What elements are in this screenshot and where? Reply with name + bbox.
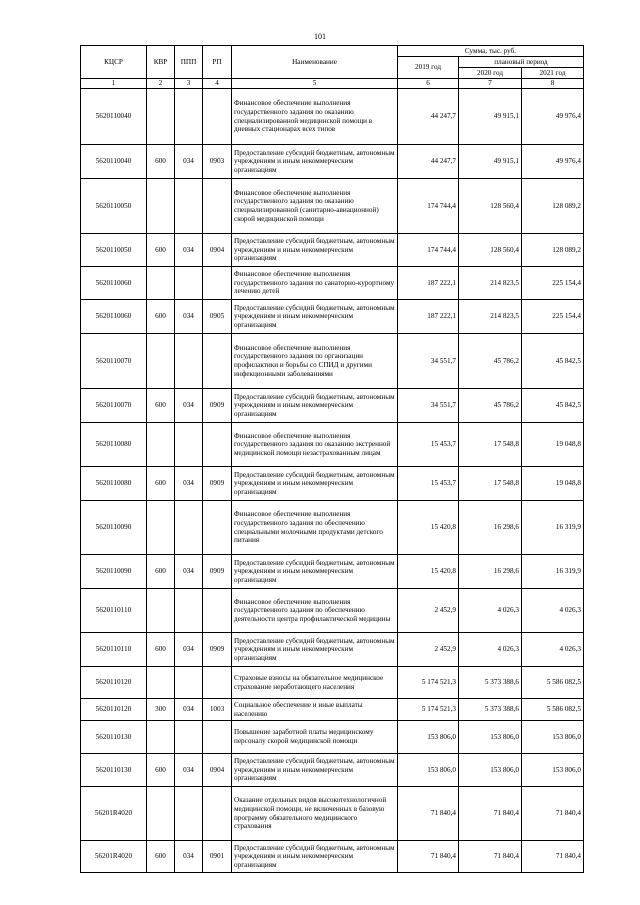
kvr-cell: [147, 787, 175, 841]
value-2019-cell: 5 174 521,3: [398, 667, 459, 699]
value-2020-cell: 153 806,0: [459, 721, 522, 754]
rp-cell: 0905: [203, 300, 232, 334]
ppp-cell: [175, 179, 203, 234]
rp-cell: [203, 501, 232, 555]
value-2019-cell: 15 420,8: [398, 555, 459, 589]
kvr-cell: [147, 667, 175, 699]
ppp-cell: [175, 423, 203, 467]
kvr-cell: [147, 589, 175, 633]
ppp-cell: [175, 667, 203, 699]
header-2020: 2020 год: [459, 68, 522, 79]
value-2020-cell: 45 786,2: [459, 334, 522, 389]
kcsr-cell: 5620110110: [81, 633, 147, 667]
value-2019-cell: 2 452,9: [398, 633, 459, 667]
value-2021-cell: 225 154,4: [522, 267, 584, 300]
kcsr-cell: 5620110090: [81, 501, 147, 555]
col-number: 6: [398, 79, 459, 89]
rp-cell: 0909: [203, 633, 232, 667]
value-2019-cell: 34 551,7: [398, 334, 459, 389]
table-row: [81, 754, 584, 787]
kvr-cell: 600: [147, 555, 175, 589]
table-row: [81, 179, 584, 234]
name-cell: Предоставление субсидий бюджетным, автономным учреждениям и иным некоммерческим организациям: [232, 841, 398, 873]
kcsr-cell: 56201R4020: [81, 841, 147, 873]
kcsr-cell: 5620110050: [81, 234, 147, 267]
kcsr-cell: 5620110080: [81, 467, 147, 501]
value-2019-cell: 153 806,0: [398, 754, 459, 787]
value-2019-cell: 187 222,1: [398, 267, 459, 300]
ppp-cell: [175, 589, 203, 633]
header-kvr: КВР: [147, 46, 175, 79]
table-row: [81, 501, 584, 555]
rp-cell: 0909: [203, 555, 232, 589]
name-cell: Предоставление субсидий бюджетным, автономным учреждениям и иным некоммерческим организациям: [232, 555, 398, 589]
value-2021-cell: 225 154,4: [522, 300, 584, 334]
table-header: [81, 46, 584, 89]
value-2020-cell: 71 840,4: [459, 841, 522, 873]
value-2019-cell: 153 806,0: [398, 721, 459, 754]
rp-cell: [203, 721, 232, 754]
table-row: [81, 633, 584, 667]
rp-cell: [203, 423, 232, 467]
table-row: [81, 667, 584, 699]
ppp-cell: 034: [175, 841, 203, 873]
value-2021-cell: 49 976,4: [522, 89, 584, 145]
table-row: [81, 234, 584, 267]
name-cell: Финансовое обеспечение выполнения государственного задания по санаторно-курортному лечению детей: [232, 267, 398, 300]
value-2019-cell: 44 247,7: [398, 89, 459, 145]
col-number: 7: [459, 79, 522, 89]
ppp-cell: 034: [175, 300, 203, 334]
table-row: [81, 300, 584, 334]
table-row: [81, 555, 584, 589]
table-row: [81, 467, 584, 501]
value-2019-cell: 71 840,4: [398, 787, 459, 841]
kvr-cell: [147, 423, 175, 467]
value-2021-cell: 16 319,9: [522, 501, 584, 555]
col-number: 2: [147, 79, 175, 89]
kvr-cell: [147, 334, 175, 389]
rp-cell: [203, 179, 232, 234]
value-2020-cell: 128 560,4: [459, 179, 522, 234]
value-2021-cell: 5 586 082,5: [522, 667, 584, 699]
value-2020-cell: 71 840,4: [459, 787, 522, 841]
rp-cell: 0909: [203, 389, 232, 423]
kcsr-cell: 5620110110: [81, 589, 147, 633]
kcsr-cell: 56201R4020: [81, 787, 147, 841]
header-rp: РП: [203, 46, 232, 79]
value-2021-cell: 153 806,0: [522, 754, 584, 787]
value-2021-cell: 16 319,9: [522, 555, 584, 589]
value-2020-cell: 4 026,3: [459, 589, 522, 633]
name-cell: Оказание отдельных видов высокотехнологичной медицинской помощи, не включенных в базовую программу обязательного медицинского страхования: [232, 787, 398, 841]
value-2021-cell: 19 048,8: [522, 467, 584, 501]
value-2019-cell: 15 453,7: [398, 467, 459, 501]
kvr-cell: [147, 89, 175, 145]
kvr-cell: 600: [147, 467, 175, 501]
ppp-cell: 034: [175, 234, 203, 267]
value-2019-cell: 174 744,4: [398, 234, 459, 267]
kcsr-cell: 5620110090: [81, 555, 147, 589]
rp-cell: [203, 667, 232, 699]
column-number-row: [81, 79, 584, 89]
rp-cell: 0909: [203, 467, 232, 501]
header-kcsr: КЦСР: [81, 46, 147, 79]
value-2021-cell: 4 026,3: [522, 589, 584, 633]
name-cell: Страховые взносы на обязательное медицинское страхование неработающего населения: [232, 667, 398, 699]
name-cell: Предоставление субсидий бюджетным, автономным учреждениям и иным некоммерческим организациям: [232, 389, 398, 423]
value-2019-cell: 71 840,4: [398, 841, 459, 873]
name-cell: Предоставление субсидий бюджетным, автономным учреждениям и иным некоммерческим организациям: [232, 145, 398, 179]
value-2021-cell: 5 586 082,5: [522, 699, 584, 721]
kcsr-cell: 5620110080: [81, 423, 147, 467]
rp-cell: [203, 267, 232, 300]
value-2021-cell: 71 840,4: [522, 841, 584, 873]
value-2021-cell: 45 842,5: [522, 334, 584, 389]
kcsr-cell: 5620110060: [81, 300, 147, 334]
kvr-cell: 600: [147, 841, 175, 873]
header-2019: 2019 год: [398, 57, 459, 79]
value-2020-cell: 5 373 388,6: [459, 667, 522, 699]
value-2019-cell: 15 420,8: [398, 501, 459, 555]
kcsr-cell: 5620110060: [81, 267, 147, 300]
ppp-cell: 034: [175, 754, 203, 787]
kvr-cell: [147, 721, 175, 754]
kvr-cell: 600: [147, 633, 175, 667]
rp-cell: [203, 334, 232, 389]
value-2020-cell: 16 298,6: [459, 501, 522, 555]
kvr-cell: [147, 267, 175, 300]
value-2020-cell: 45 786,2: [459, 389, 522, 423]
kcsr-cell: 5620110070: [81, 334, 147, 389]
value-2020-cell: 16 298,6: [459, 555, 522, 589]
ppp-cell: 034: [175, 389, 203, 423]
value-2020-cell: 4 026,3: [459, 633, 522, 667]
ppp-cell: 034: [175, 145, 203, 179]
value-2020-cell: 214 823,5: [459, 267, 522, 300]
table-row: [81, 389, 584, 423]
value-2021-cell: 153 806,0: [522, 721, 584, 754]
kcsr-cell: 5620110130: [81, 754, 147, 787]
table-row: [81, 589, 584, 633]
rp-cell: [203, 787, 232, 841]
name-cell: Финансовое обеспечение выполнения государственного задания по оказанию экстренной медицинской помощи незастрахованным лицам: [232, 423, 398, 467]
value-2019-cell: 44 247,7: [398, 145, 459, 179]
table-row: [81, 787, 584, 841]
name-cell: Предоставление субсидий бюджетным, автономным учреждениям и иным некоммерческим организациям: [232, 234, 398, 267]
value-2021-cell: 128 089,2: [522, 234, 584, 267]
value-2019-cell: 5 174 521,3: [398, 699, 459, 721]
ppp-cell: [175, 501, 203, 555]
value-2020-cell: 49 915,1: [459, 145, 522, 179]
value-2020-cell: 49 915,1: [459, 89, 522, 145]
ppp-cell: [175, 721, 203, 754]
name-cell: Предоставление субсидий бюджетным, автономным учреждениям и иным некоммерческим организациям: [232, 633, 398, 667]
value-2020-cell: 128 560,4: [459, 234, 522, 267]
name-cell: Социальное обеспечение и иные выплаты населению: [232, 699, 398, 721]
table-row: [81, 423, 584, 467]
table-row: [81, 334, 584, 389]
table-row: [81, 145, 584, 179]
name-cell: Предоставление субсидий бюджетным, автономным учреждениям и иным некоммерческим организациям: [232, 754, 398, 787]
value-2021-cell: 49 976,4: [522, 145, 584, 179]
value-2021-cell: 4 026,3: [522, 633, 584, 667]
value-2020-cell: 17 548,8: [459, 467, 522, 501]
ppp-cell: 034: [175, 699, 203, 721]
table-row: [81, 721, 584, 754]
rp-cell: 0904: [203, 234, 232, 267]
value-2019-cell: 15 453,7: [398, 423, 459, 467]
budget-table: [80, 45, 584, 873]
table-row: [81, 699, 584, 721]
kvr-cell: 300: [147, 699, 175, 721]
ppp-cell: [175, 89, 203, 145]
kcsr-cell: 5620110050: [81, 179, 147, 234]
kcsr-cell: 5620110040: [81, 89, 147, 145]
name-cell: Повышение заработной платы медицинскому персоналу скорой медицинской помощи: [232, 721, 398, 754]
ppp-cell: 034: [175, 633, 203, 667]
value-2021-cell: 128 089,2: [522, 179, 584, 234]
kvr-cell: 600: [147, 234, 175, 267]
col-number: 8: [522, 79, 584, 89]
col-number: 5: [232, 79, 398, 89]
value-2020-cell: 214 823,5: [459, 300, 522, 334]
rp-cell: 0901: [203, 841, 232, 873]
value-2021-cell: 71 840,4: [522, 787, 584, 841]
col-number: 1: [81, 79, 147, 89]
value-2019-cell: 174 744,4: [398, 179, 459, 234]
rp-cell: [203, 589, 232, 633]
kvr-cell: [147, 501, 175, 555]
table-row: [81, 89, 584, 145]
value-2019-cell: 34 551,7: [398, 389, 459, 423]
ppp-cell: [175, 334, 203, 389]
col-number: 3: [175, 79, 203, 89]
header-2021: 2021 год: [522, 68, 584, 79]
value-2021-cell: 45 842,5: [522, 389, 584, 423]
header-plan-period: плановый период: [459, 57, 584, 68]
header-ppp: ППП: [175, 46, 203, 79]
kcsr-cell: 5620110130: [81, 721, 147, 754]
rp-cell: [203, 89, 232, 145]
rp-cell: 0903: [203, 145, 232, 179]
table-body: [81, 89, 584, 873]
name-cell: Предоставление субсидий бюджетным, автономным учреждениям и иным некоммерческим организациям: [232, 467, 398, 501]
name-cell: Финансовое обеспечение выполнения государственного задания по обеспечению деятельности центра профилактической медицины: [232, 589, 398, 633]
value-2021-cell: 19 048,8: [522, 423, 584, 467]
rp-cell: 1003: [203, 699, 232, 721]
name-cell: Финансовое обеспечение выполнения государственного задания по обеспечению специальными молочными продуктами детского питания: [232, 501, 398, 555]
value-2019-cell: 2 452,9: [398, 589, 459, 633]
kvr-cell: 600: [147, 389, 175, 423]
kcsr-cell: 5620110040: [81, 145, 147, 179]
col-number: 4: [203, 79, 232, 89]
kvr-cell: 600: [147, 754, 175, 787]
ppp-cell: [175, 787, 203, 841]
kvr-cell: 600: [147, 300, 175, 334]
name-cell: Предоставление субсидий бюджетным, автономным учреждениям и иным некоммерческим организациям: [232, 300, 398, 334]
value-2019-cell: 187 222,1: [398, 300, 459, 334]
header-name: Наименование: [232, 46, 398, 79]
ppp-cell: 034: [175, 555, 203, 589]
kvr-cell: 600: [147, 145, 175, 179]
page-number: 101: [314, 32, 326, 41]
kcsr-cell: 5620110120: [81, 667, 147, 699]
kvr-cell: [147, 179, 175, 234]
name-cell: Финансовое обеспечение выполнения государственного задания по оказанию специализированной медицинской помощи в дневных стационарах всех типов: [232, 89, 398, 145]
value-2020-cell: 17 548,8: [459, 423, 522, 467]
ppp-cell: 034: [175, 467, 203, 501]
name-cell: Финансовое обеспечение выполнения государственного задания по оказанию специализированной (санитарно-авиационной) скорой медицинской помощи: [232, 179, 398, 234]
table-row: [81, 267, 584, 300]
kcsr-cell: 5620110070: [81, 389, 147, 423]
value-2020-cell: 153 806,0: [459, 754, 522, 787]
header-sum: Сумма, тыс. руб.: [398, 46, 584, 57]
rp-cell: 0904: [203, 754, 232, 787]
kcsr-cell: 5620110120: [81, 699, 147, 721]
ppp-cell: [175, 267, 203, 300]
name-cell: Финансовое обеспечение выполнения государственного задания по организации профилактики и борьбы со СПИД и другими инфекционными заболеваниями: [232, 334, 398, 389]
table-row: [81, 841, 584, 873]
value-2020-cell: 5 373 388,6: [459, 699, 522, 721]
